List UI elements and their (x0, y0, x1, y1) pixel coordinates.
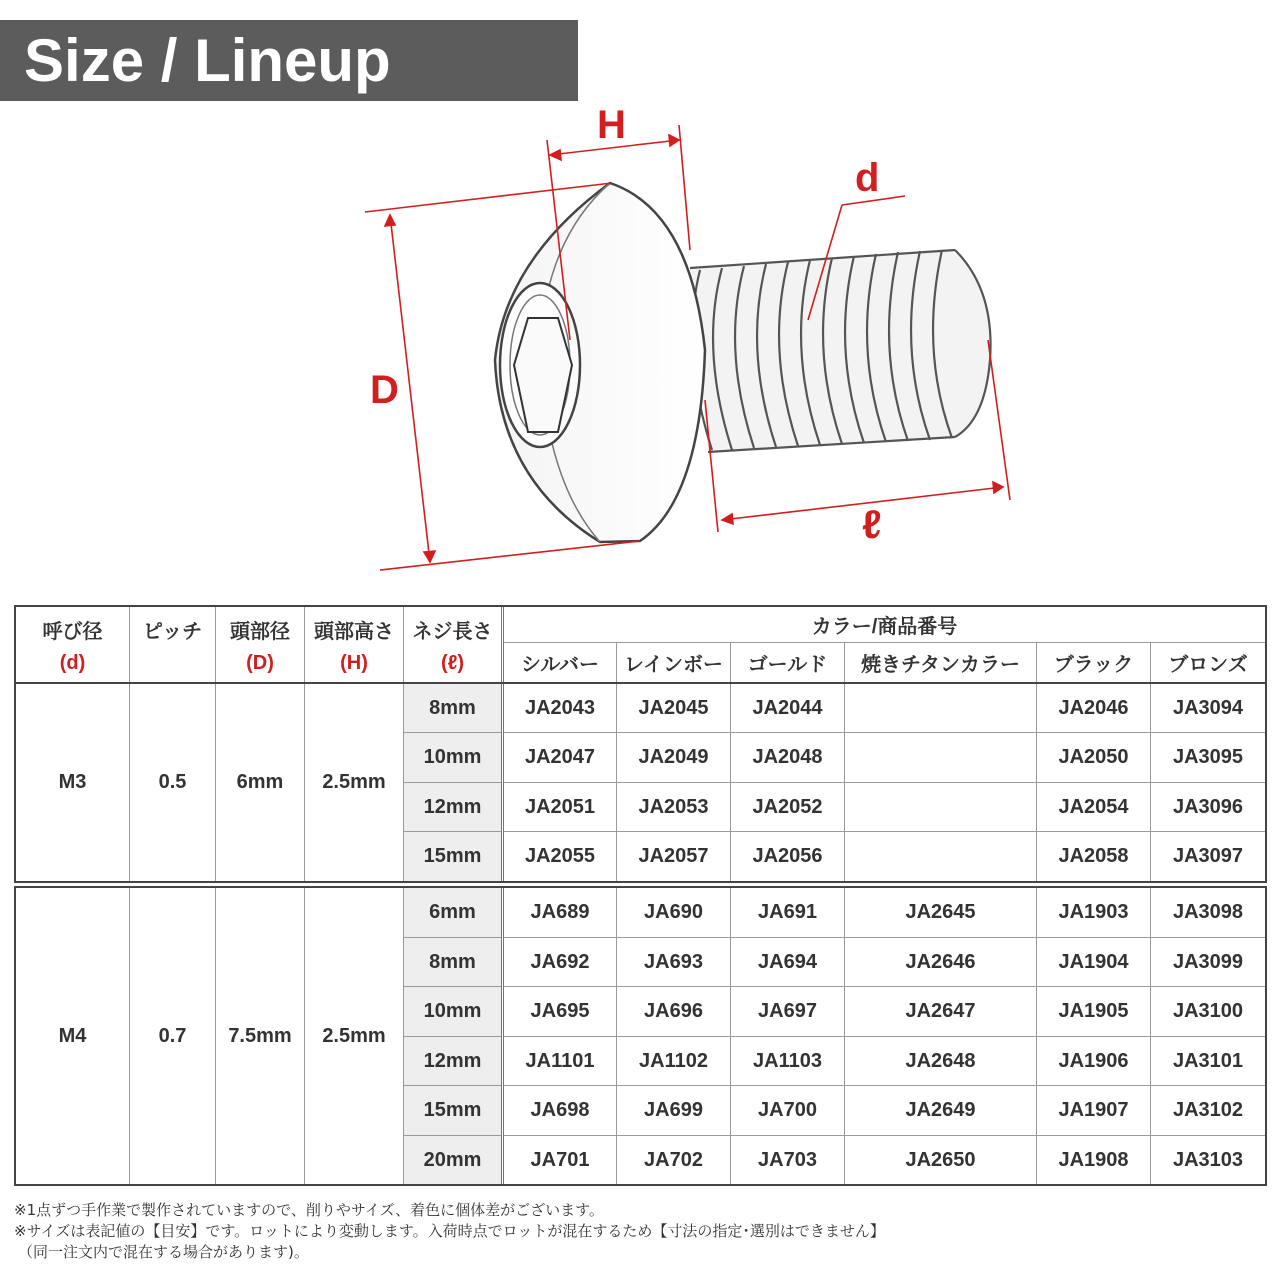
cell-code: JA1903 (1037, 888, 1151, 938)
cell-code: JA3101 (1151, 1037, 1266, 1086)
cell-code (845, 783, 1037, 832)
cell-length: 8mm (404, 938, 503, 987)
color-gold: ゴールド (731, 643, 845, 683)
cell-code: JA695 (503, 987, 617, 1037)
color-silver: シルバー (503, 643, 617, 683)
footnote: ※サイズは表記値の【目安】です。ロットにより変動します。入荷時点でロットが混在するため【寸法の指定･選別はできません】 (14, 1222, 885, 1240)
label-thread-length: ℓ (862, 503, 882, 547)
label-head-diameter: D (370, 368, 399, 412)
cell-code: JA1906 (1037, 1037, 1151, 1086)
cell-length: 12mm (404, 1037, 503, 1086)
screw-diagram (0, 100, 1280, 600)
cell-code: JA2648 (845, 1037, 1037, 1086)
cell-length: 15mm (404, 832, 503, 882)
spec-table-m4 (15, 887, 1266, 1185)
page-title: Size / Lineup (0, 20, 578, 101)
cell-code: JA1102 (617, 1037, 731, 1086)
cell-code: JA1904 (1037, 938, 1151, 987)
table-row (16, 888, 1266, 938)
cell-code (845, 832, 1037, 882)
col-pitch (130, 607, 216, 683)
cell-code: JA2649 (845, 1086, 1037, 1136)
cell-code: JA694 (731, 938, 845, 987)
cell-code: JA1905 (1037, 987, 1151, 1037)
spec-table-header (15, 606, 1266, 683)
cell-length: 12mm (404, 783, 503, 832)
cell-code: JA2044 (731, 684, 845, 733)
col-label: 頭部径 (230, 620, 290, 643)
cell-length: 6mm (404, 888, 503, 938)
cell-code: JA3096 (1151, 783, 1266, 832)
cell-code: JA2646 (845, 938, 1037, 987)
cell-code: JA691 (731, 888, 845, 938)
col-thread-length (404, 607, 503, 683)
col-label: 呼び径 (42, 620, 103, 643)
spec-table-m3 (15, 683, 1266, 882)
cell-code: JA2047 (503, 733, 617, 783)
cell-code: JA703 (731, 1136, 845, 1185)
col-label: ピッチ (142, 621, 203, 643)
cell-code: JA2053 (617, 783, 731, 832)
color-burnt-titanium: 焼きチタンカラー (845, 643, 1037, 683)
col-label: 頭部高さ (314, 620, 394, 643)
color-bronze: ブロンズ (1151, 643, 1266, 683)
cell-code: JA2049 (617, 733, 731, 783)
cell-code: JA692 (503, 938, 617, 987)
cell-code: JA3095 (1151, 733, 1266, 783)
cell-code: JA689 (503, 888, 617, 938)
cell-code: JA697 (731, 987, 845, 1037)
col-nominal-diameter (16, 607, 130, 683)
cell-head-diameter: 6mm (216, 684, 305, 882)
cell-head-height: 2.5mm (305, 888, 404, 1185)
cell-code: JA690 (617, 888, 731, 938)
cell-code: JA2645 (845, 888, 1037, 938)
cell-code: JA2050 (1037, 733, 1151, 783)
cell-size: M3 (16, 684, 130, 882)
col-head-height (305, 607, 404, 683)
footnote: （同一注文内で混在する場合があります)。 (18, 1243, 309, 1261)
cell-code: JA700 (731, 1086, 845, 1136)
footnotes (14, 1200, 1264, 1263)
cell-code: JA3094 (1151, 684, 1266, 733)
cell-code: JA1907 (1037, 1086, 1151, 1136)
cell-code: JA2057 (617, 832, 731, 882)
cell-code: JA3102 (1151, 1086, 1266, 1136)
col-sub: (d) (59, 651, 86, 674)
cell-code: JA1101 (503, 1037, 617, 1086)
cell-code: JA2056 (731, 832, 845, 882)
col-head-diameter (216, 607, 305, 683)
col-label: ネジ長さ (412, 620, 493, 643)
col-sub: (D) (246, 651, 274, 674)
cell-code: JA3099 (1151, 938, 1266, 987)
cell-code (845, 684, 1037, 733)
cell-code: JA693 (617, 938, 731, 987)
cell-head-height: 2.5mm (305, 684, 404, 882)
cell-pitch: 0.5 (130, 684, 216, 882)
cell-code: JA3097 (1151, 832, 1266, 882)
cell-code: JA696 (617, 987, 731, 1037)
cell-pitch: 0.7 (130, 888, 216, 1185)
cell-code: JA2046 (1037, 684, 1151, 733)
label-h: H (597, 103, 626, 147)
cell-code: JA2055 (503, 832, 617, 882)
cell-code: JA2052 (731, 783, 845, 832)
color-black: ブラック (1037, 643, 1151, 683)
table-row (16, 684, 1266, 733)
color-rainbow: レインボー (617, 643, 731, 683)
col-color-group: カラー/商品番号 (503, 607, 1266, 643)
cell-code: JA2647 (845, 987, 1037, 1037)
label-thread-diameter: d (855, 156, 880, 200)
cell-code: JA702 (617, 1136, 731, 1185)
cell-code: JA701 (503, 1136, 617, 1185)
cell-code: JA1103 (731, 1037, 845, 1086)
cell-length: 20mm (404, 1136, 503, 1185)
cell-code: JA1908 (1037, 1136, 1151, 1185)
cell-head-diameter: 7.5mm (216, 888, 305, 1185)
cell-code: JA2045 (617, 684, 731, 733)
cell-code: JA3103 (1151, 1136, 1266, 1185)
cell-code: JA699 (617, 1086, 731, 1136)
cell-code: JA2650 (845, 1136, 1037, 1185)
cell-code: JA698 (503, 1086, 617, 1136)
col-sub: (ℓ) (440, 651, 465, 674)
button-head-screw-drawing (0, 100, 1280, 600)
cell-size: M4 (16, 888, 130, 1185)
cell-code: JA2054 (1037, 783, 1151, 832)
screw-head (495, 183, 705, 542)
footnote: ※1点ずつ手作業で製作されていますので、削りやサイズ、着色に個体差がございます。 (14, 1201, 604, 1219)
cell-length: 10mm (404, 733, 503, 783)
cell-code: JA3098 (1151, 888, 1266, 938)
cell-code: JA2051 (503, 783, 617, 832)
cell-code: JA2043 (503, 684, 617, 733)
cell-code: JA3100 (1151, 987, 1266, 1037)
col-sub: (H) (340, 651, 368, 674)
cell-code: JA2048 (731, 733, 845, 783)
cell-length: 8mm (404, 684, 503, 733)
cell-length: 10mm (404, 987, 503, 1037)
cell-length: 15mm (404, 1086, 503, 1136)
thread-shank (690, 250, 991, 452)
cell-code: JA2058 (1037, 832, 1151, 882)
cell-code (845, 733, 1037, 783)
